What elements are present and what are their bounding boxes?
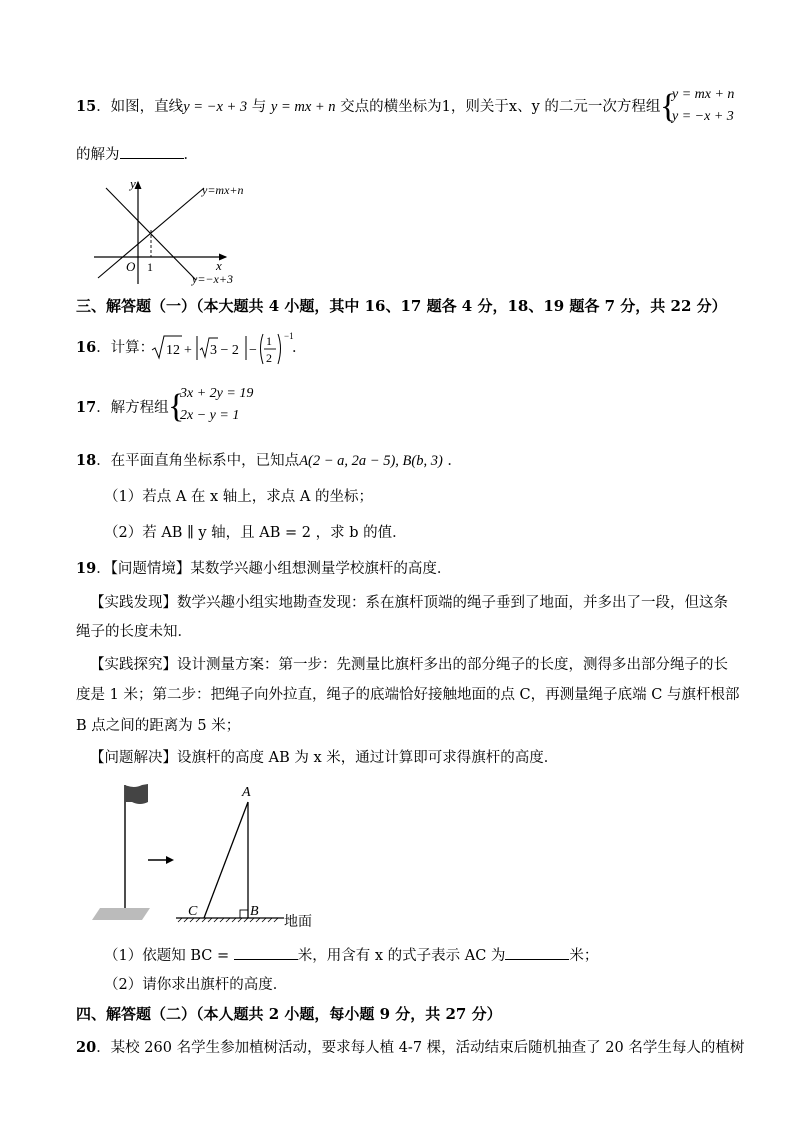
q16-sqrt-value: 12 xyxy=(166,343,180,358)
q15-text4: 的解为 xyxy=(76,147,120,163)
q15-eq2: y = mx + n xyxy=(270,99,336,115)
right-angle-mark xyxy=(240,910,248,918)
q19-part1-text-b: 米，用含有 x 的式子表示 AC 为 xyxy=(297,948,506,964)
q20-line xyxy=(76,1038,744,1058)
q20-text: ．某校 260 名学生参加植树活动，要求每人植 4-7 棵，活动结束后随机抽查了 20 名学生每人的植树 xyxy=(96,1040,745,1056)
label-line-neg: y=−x+3 xyxy=(192,272,233,286)
q18-points: A(2 − a, 2a − 5), B(b, 3) xyxy=(299,453,443,469)
section-4-heading: 四、解答题（二）（本人题共 2 小题，每小题 9 分，共 27 分） xyxy=(76,1005,502,1023)
q15-brace: { xyxy=(660,88,677,125)
q17-number: 17 xyxy=(76,399,97,416)
q15-end: ． xyxy=(183,147,198,163)
q16-exponent: −1 xyxy=(284,331,294,341)
pole-base xyxy=(92,908,150,920)
q16-text: ．计算： xyxy=(96,340,155,356)
q19-line4: 【实践探究】设计测量方案：第一步：先测量比旗杆多出的部分绳子的长度，测得多出部分绳子的长 xyxy=(90,657,728,673)
q18-end: ． xyxy=(447,453,462,469)
q16-line xyxy=(76,338,154,358)
q19-number: 19 xyxy=(76,560,97,577)
q19-part1-text-c: 米； xyxy=(569,948,599,964)
q19-line7: 【问题解决】设旗杆的高度 AB 为 x 米，通过计算即可求得旗杆的高度． xyxy=(90,750,559,766)
label-b: B xyxy=(250,904,259,919)
q19-line2: 【实践发现】数学兴趣小组实地勘查发现：系在旗杆顶端的绳子垂到了地面，并多出了一段，但这条 xyxy=(90,595,728,611)
q16-number: 16 xyxy=(76,339,97,356)
q17-line xyxy=(76,398,169,418)
q17-sys-eq1: 3x + 2y = 19 xyxy=(180,386,254,401)
q17-text: ．解方程组 xyxy=(96,400,169,416)
q18-text: ．在平面直角坐标系中，已知点 xyxy=(96,453,300,469)
q18-part1: （1）若点 A 在 x 轴上，求点 A 的坐标； xyxy=(104,489,373,505)
q19-figure xyxy=(92,780,332,930)
q18-part2: （2）若 AB ∥ y 轴，且 AB = 2 ，求 b 的值． xyxy=(104,525,407,541)
q16-expression xyxy=(150,330,300,370)
q18-line xyxy=(76,451,462,471)
answer-blank-bc[interactable] xyxy=(234,945,298,960)
q15-text3: 交点的横坐标为1，则关于x、y 的二元一次方程组 xyxy=(335,99,661,115)
flag-icon xyxy=(125,784,148,804)
q15-sys-eq1: y = mx + n xyxy=(672,87,735,102)
label-one: 1 xyxy=(147,260,153,274)
q15-text1: ．如图，直线 xyxy=(96,99,184,115)
q16-abs-value: 3 − 2 xyxy=(210,343,239,358)
q19-line3: 绳子的长度未知． xyxy=(76,624,192,640)
q15-eq1: y = −x + 3 xyxy=(183,99,248,115)
q17-sys-eq2: 2x − y = 1 xyxy=(180,408,240,423)
section-3-heading: 三、解答题（一）（本大题共 4 小题，其中 16、17 题各 4 分，18、19 题各 7 分，共 22 分） xyxy=(76,297,727,315)
label-ground: 地面 xyxy=(284,915,312,930)
q19-part2: （2）请你求出旗杆的高度． xyxy=(104,977,288,993)
q19-line5: 度是 1 米；第二步：把绳子向外拉直，绳子的底端恰好接触地面的点 C，再测量绳子底端 C 与旗杆根部 xyxy=(76,687,740,703)
label-c: C xyxy=(188,904,198,919)
q15-line2 xyxy=(76,144,198,165)
q19-line6: B 点之间的距离为 5 米； xyxy=(76,718,241,734)
svg-text:−: − xyxy=(249,343,257,358)
q19-text1: ．【问题情境】某数学兴趣小组想测量学校旗杆的高度． xyxy=(96,561,452,577)
q15-line1 xyxy=(76,97,660,117)
q20-number: 20 xyxy=(76,1039,97,1056)
q15-number: 15 xyxy=(76,98,97,115)
label-x: x xyxy=(216,258,222,273)
answer-blank-ac[interactable] xyxy=(505,945,569,960)
q19-part1 xyxy=(104,945,598,966)
label-y: y xyxy=(130,176,136,191)
q15-figure xyxy=(92,174,262,286)
segment-ac xyxy=(204,802,248,918)
arrow-head xyxy=(166,856,174,864)
label-line-mx: y=mx+n xyxy=(202,183,244,197)
q16-end: ． xyxy=(292,340,307,356)
q17-brace: { xyxy=(168,388,185,425)
q16-frac-num: 1 xyxy=(266,334,272,348)
label-a: A xyxy=(242,785,251,800)
q18-number: 18 xyxy=(76,452,97,469)
q15-sys-eq2: y = −x + 3 xyxy=(672,109,734,124)
answer-blank[interactable] xyxy=(120,144,184,159)
q19-part1-text-a: （1）依题知 BC = xyxy=(104,948,234,964)
svg-text:+: + xyxy=(184,343,192,358)
q15-text2: 与 xyxy=(247,99,271,115)
q16-frac-den: 2 xyxy=(266,351,272,365)
label-origin: O xyxy=(126,259,136,274)
q19-line1 xyxy=(76,559,451,579)
